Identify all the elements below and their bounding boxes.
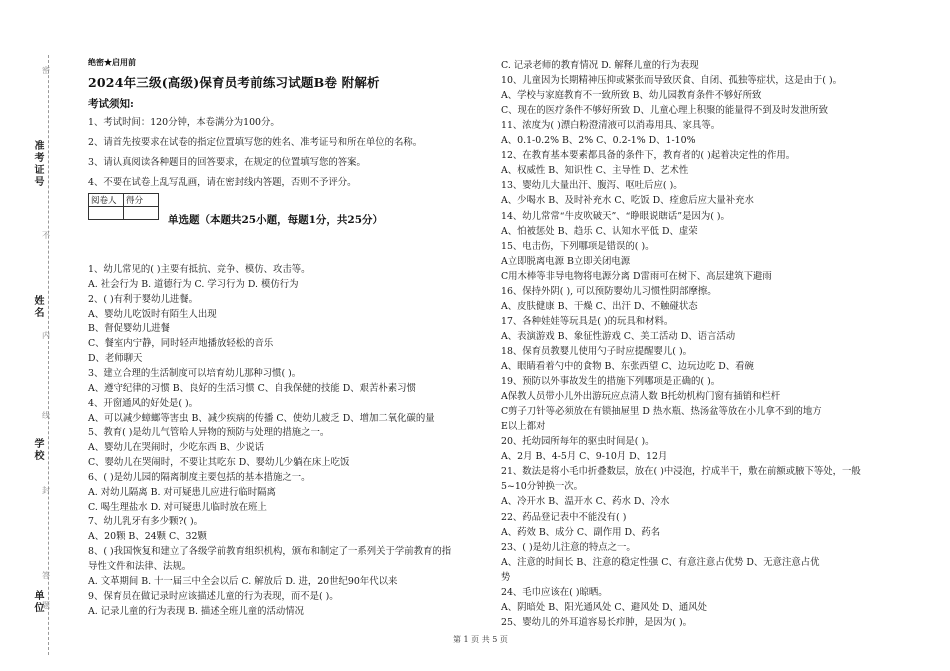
question-line: A、学校与家庭教育不一致所致 B、幼儿园教育条件不够好所致 <box>501 90 762 102</box>
question-line: A、20颗 B、24颗 C、32颗 <box>88 531 207 543</box>
question-line: 12、在教育基本要素都具备的条件下，教育者的( )起着决定性的作用。 <box>501 150 796 162</box>
question-line: A、冷开水 B、温开水 C、药水 D、冷水 <box>501 496 670 508</box>
question-line: 18、保育员教婴儿使用勺子时应提醒婴儿( )。 <box>501 345 692 357</box>
page-title: 2024年三级(高级)保育员考前练习试题B卷 附解析 <box>88 75 380 90</box>
name-label: 姓名 <box>32 295 43 319</box>
question-line: A、怕被惩处 B、趋乐 C、认知水平低 D、虚荣 <box>501 225 698 237</box>
question-line: 24、毛巾应该在( )晾晒。 <box>501 586 608 598</box>
seal-mark-xian: 线 <box>42 411 50 420</box>
question-line: 22、药品登记表中不能没有( ) <box>501 511 627 523</box>
question-line: 11、浓度为( )漂白粉澄清液可以消毒用具、家具等。 <box>501 120 721 132</box>
seal-mark-ti: 题 <box>42 601 50 610</box>
unit-label: 单位 <box>32 590 43 614</box>
question-line: C、餐室内宁静，同时轻声地播放轻松的音乐 <box>88 338 274 350</box>
question-line: 23、( )是幼儿注意的特点之一。 <box>501 541 636 553</box>
seal-mark-feng: 封 <box>42 486 50 495</box>
question-line: 17、各种娃娃等玩具是( )的玩具和材料。 <box>501 315 674 327</box>
question-line: 4、开窗通风的好处是( )。 <box>88 397 199 409</box>
question-line: A、可以减少蟑螂等害虫 B、减少疾病的传播 C、使幼儿疲乏 D、增加二氧化碳的量 <box>88 412 435 424</box>
question-line: A. 对幼儿隔离 B. 对可疑患儿应进行临时隔离 <box>88 486 276 498</box>
question-line: C、现在的医疗条件不够好所致 D、儿童心理上积聚的能量得不到及时发泄所致 <box>501 105 829 117</box>
question-line: A、婴幼儿在哭闹时，少吃东西 B、少说话 <box>88 442 265 454</box>
question-line: C用木棒等非导电物将电源分离 D雷雨可在树下、高层建筑下避雨 <box>501 270 772 282</box>
question-line: 导性文件和法律、法规。 <box>88 561 192 572</box>
seal-dashed-line <box>48 55 49 655</box>
seal-mark-bu: 不 <box>42 231 50 240</box>
question-line: A、权威性 B、知识性 C、主导性 D、艺术性 <box>501 165 689 177</box>
notice-item: 2、请首先按要求在试卷的指定位置填写您的姓名、准考证号和所在单位的名称。 <box>88 137 423 148</box>
grader-input-cell[interactable] <box>89 207 124 220</box>
notice-item: 4、不要在试卷上乱写乱画，请在密封线内答题，否则不予评分。 <box>88 177 357 188</box>
section-title: 单选题（本题共25小题，每题1分，共25分） <box>168 214 384 226</box>
question-line: A、注意的时间长 B、注意的稳定性强 C、有意注意占优势 D、无意注意占优 <box>501 556 820 568</box>
question-line: A、阴暗处 B、阳光通风处 C、避风处 D、通风处 <box>501 601 708 613</box>
question-line: A、少喝水 B、及时补充水 C、吃饭 D、痊愈后应大量补充水 <box>501 195 754 207</box>
question-line: A. 社会行为 B. 道德行为 C. 学习行为 D. 模仿行为 <box>88 278 299 290</box>
question-line: 5、教育( )是幼儿气管哈人异物的预防与处理的措施之一。 <box>88 427 330 439</box>
question-line: 2、( )有利于婴幼儿进餐。 <box>88 293 199 305</box>
school-label: 学校 <box>32 438 43 462</box>
question-line: C、婴幼儿在哭闹时，不要让其吃东 D、婴幼儿少躺在床上吃饭 <box>88 457 350 469</box>
question-line: C. 记录老师的教育情况 D. 解释儿童的行为表现 <box>501 60 699 71</box>
score-input-cell[interactable] <box>124 207 159 220</box>
seal-mark-mi: 密 <box>42 66 50 75</box>
binding-margin <box>0 0 62 671</box>
page-footer: 第 1 页 共 5 页 <box>453 635 508 644</box>
confidential-label: 绝密★启用前 <box>88 57 136 67</box>
question-line: C剪子刀针等必须放在有锁抽屉里 D 热水瓶、热汤盆等放在小儿拿不到的地方 <box>501 406 822 418</box>
question-line: A立即脱离电源 B立即关闭电源 <box>501 255 631 267</box>
grader-cell: 阅卷人 <box>89 194 124 207</box>
question-line: A. 记录儿童的行为表现 B. 描述全班儿童的活动情况 <box>88 605 305 617</box>
question-line: 21、数法是将小毛巾折叠数层，放在( )中浸泡，拧成半干，敷在前额或腋下等处，一般 <box>501 466 861 478</box>
question-line: B、督促婴幼儿进餐 <box>88 323 170 335</box>
question-line: A、眼睛看着勺中的食物 B、东张西望 C、边玩边吃 D、看碗 <box>501 361 754 372</box>
question-line: A、表演游戏 B、象征性游戏 C、美工活动 D、语言活动 <box>501 330 736 342</box>
question-line: 16、保持外阴( ), 可以预防婴幼儿习惯性阴部摩擦。 <box>501 285 717 297</box>
question-line: 势 <box>501 571 511 583</box>
question-line: 6、( )是幼儿园的隔离制度主要包括的基本措施之一。 <box>88 471 311 483</box>
notice-item: 1、考试时间：120分钟，本卷满分为100分。 <box>88 117 280 128</box>
question-line: 20、托幼园所每年的驱虫时间是( )。 <box>501 436 655 448</box>
question-line: 8、( )我国恢复和建立了各级学前教育组织机构，颁布和制定了一系列关于学前教育的指 <box>88 546 452 558</box>
question-line: 5~10分钟换一次。 <box>501 481 583 493</box>
question-line: C. 喝生理盐水 D. 对可疑患儿临时放在班上 <box>88 501 267 513</box>
seal-mark-nei: 内 <box>42 331 50 340</box>
notice-heading: 考试须知: <box>88 98 134 110</box>
question-line: 25、婴幼儿的外耳道容易长疖肿，是因为( )。 <box>501 616 692 628</box>
question-line: E以上都对 <box>501 421 546 433</box>
question-line: A、遵守纪律的习惯 B、良好的生活习惯 C、自我保健的技能 D、艰苦朴素习惯 <box>88 382 416 394</box>
question-line: A、0.1-0.2% B、2% C、0.2-1% D、1-10% <box>501 135 696 147</box>
notice-item: 3、请认真阅读各种题目的回答要求，在规定的位置填写您的答案。 <box>88 157 366 168</box>
question-line: 13、婴幼儿大量出汗、腹泻、呕吐后应( )。 <box>501 180 683 192</box>
question-line: 19、预防以外事故发生的措施下列哪项是正确的( )。 <box>501 376 721 388</box>
question-line: 15、电击伤，下列哪项是错误的( )。 <box>501 240 655 252</box>
exam-number-label: 准考证号 <box>32 140 43 188</box>
question-line: 10、儿童因为长期精神压抑或紧张而导致厌食、自闭、孤独等症状，这是由于( )。 <box>501 75 842 87</box>
question-line: A保教人员带小儿外出游玩应点清人数 B托幼机构门窗有插销和栏杆 <box>501 391 781 403</box>
score-cell: 得分 <box>124 194 159 207</box>
question-line: 7、幼儿乳牙有多少颗?( )。 <box>88 516 204 528</box>
question-line: 9、保育员在做记录时应该描述儿童的行为表现，而不是( )。 <box>88 590 339 602</box>
question-line: A、婴幼儿吃饭时有陌生人出现 <box>88 308 217 320</box>
question-line: 3、建立合理的生活制度可以培育幼儿那种习惯( )。 <box>88 367 302 379</box>
question-line: D、老师聊天 <box>88 353 143 365</box>
question-line: 1、幼儿常见的( )主要有抵抗、竞争、模仿、攻击等。 <box>88 264 311 275</box>
score-table <box>88 193 159 220</box>
question-line: A、2月 B、4-5月 C、9-10月 D、12月 <box>501 451 668 463</box>
question-line: A. 文革期间 B. 十一届三中全会以后 C. 解放后 D. 进，20世纪90年代以来 <box>88 575 398 587</box>
question-line: A、皮肤健康 B、干燥 C、出汗 D、不触碰状态 <box>501 300 698 312</box>
seal-mark-da: 答 <box>42 571 50 580</box>
question-line: 14、幼儿常常“牛皮吹破天”、“睁眼说瞎话”是因为( )。 <box>501 210 730 222</box>
question-line: A、药效 B、成分 C、副作用 D、药名 <box>501 526 661 538</box>
